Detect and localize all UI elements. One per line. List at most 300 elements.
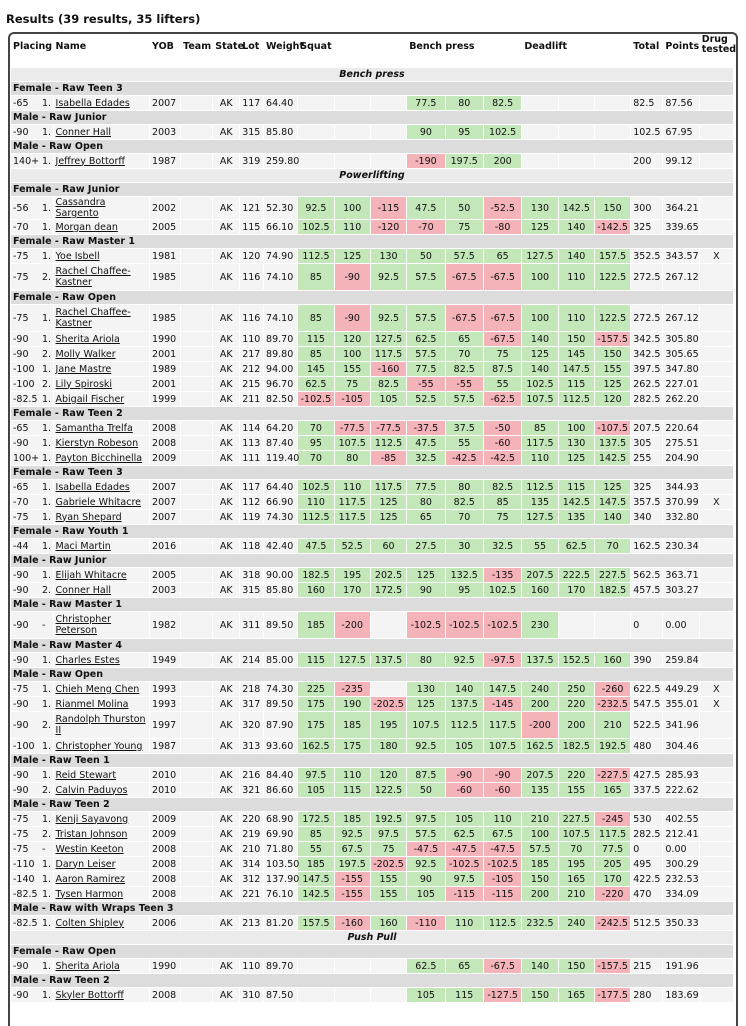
section-label: Powerlifting — [11, 169, 733, 182]
deadlift-attempt-3: 157.5 — [595, 249, 630, 263]
deadlift-attempt-3: 125 — [595, 377, 630, 391]
deadlift-attempt-1: 57.5 — [522, 842, 557, 856]
table-row — [11, 583, 733, 597]
yob-cell: 2009 — [150, 827, 180, 841]
placing-cell — [11, 887, 53, 901]
lifter-name-link[interactable]: Westin Keeton — [55, 843, 124, 855]
squat-attempt-1: 102.5 — [298, 220, 333, 234]
squat-attempt-1 — [298, 96, 333, 110]
weight-cell: 64.40 — [264, 480, 297, 494]
lifter-name-link[interactable]: Lily Spiroski — [55, 378, 113, 390]
lot-cell: 116 — [240, 264, 263, 290]
lifter-name-cell — [54, 988, 150, 1002]
placing-cell — [11, 347, 53, 361]
squat-attempt-2: -200 — [335, 612, 370, 638]
drug-tested-cell — [700, 305, 733, 331]
bench-attempt-2: -115 — [446, 887, 483, 901]
lifter-name-cell — [54, 887, 150, 901]
deadlift-attempt-3: 170 — [595, 872, 630, 886]
lifter-name-link[interactable]: Christopher Peterson — [55, 614, 112, 636]
bench-attempt-1: 92.5 — [407, 857, 444, 871]
total-cell: 530 — [631, 812, 662, 826]
bench-attempt-1: 32.5 — [407, 451, 444, 465]
lot-cell: 215 — [240, 377, 263, 391]
bench-attempt-2: 55 — [446, 436, 483, 450]
placing-cell — [11, 197, 53, 219]
bench-attempt-3: -67.5 — [484, 264, 521, 290]
header-team[interactable]: Team — [183, 41, 212, 52]
lifter-name-cell — [54, 480, 150, 494]
placing-cell — [11, 712, 53, 738]
weight-class: -70 — [13, 221, 29, 233]
drug-tested-cell — [700, 436, 733, 450]
bench-attempt-2: 50 — [446, 197, 483, 219]
weight-cell: 94.00 — [264, 362, 297, 376]
place: - — [42, 619, 46, 631]
table-row — [11, 887, 733, 901]
deadlift-attempt-2: 125 — [559, 451, 594, 465]
weight-cell: 64.40 — [264, 96, 297, 110]
division-row — [11, 111, 733, 124]
header-squat[interactable]: Squat — [300, 41, 332, 52]
lifter-name-link[interactable]: Calvin Paduyos — [55, 784, 128, 796]
header-weight[interactable]: Weight — [266, 41, 304, 52]
division-label: Male - Raw Open — [11, 140, 733, 153]
state-cell: AK — [213, 305, 239, 331]
squat-attempt-1: 112.5 — [298, 249, 333, 263]
lifter-name-link[interactable]: Isabella Edades — [55, 481, 130, 493]
yob-cell: 1985 — [150, 264, 180, 290]
squat-attempt-2: 197.5 — [335, 857, 370, 871]
deadlift-attempt-1: 130 — [522, 197, 557, 219]
drug-tested-cell — [700, 220, 733, 234]
weight-cell: 81.20 — [264, 916, 297, 930]
deadlift-attempt-3: -245 — [595, 812, 630, 826]
lifter-name-link[interactable]: Randolph Thurston II — [55, 714, 146, 736]
place: 2. — [42, 719, 52, 731]
points-cell: 230.34 — [665, 540, 699, 552]
weight-cell: 64.20 — [264, 421, 297, 435]
team-cell — [181, 392, 212, 406]
team-cell — [181, 872, 212, 886]
place: 1. — [42, 989, 52, 1001]
lifter-name-cell — [54, 682, 150, 696]
state-cell: AK — [213, 812, 239, 826]
bench-attempt-3: -67.5 — [484, 305, 521, 331]
points-cell: 267.12 — [663, 264, 698, 290]
placing-cell — [11, 305, 53, 331]
bench-attempt-2: 112.5 — [446, 712, 483, 738]
bench-attempt-1: 90 — [407, 583, 444, 597]
results-title: Results (39 results, 35 lifters) — [6, 12, 201, 26]
header-bench[interactable]: Bench press — [409, 41, 475, 52]
table-row — [11, 436, 733, 450]
weight-cell: 74.10 — [264, 264, 297, 290]
lifter-name-link[interactable]: Abigail Fischer — [55, 393, 125, 405]
lot-cell: 318 — [240, 568, 263, 582]
weight-class: -140 — [13, 873, 35, 885]
table-row — [11, 842, 733, 856]
deadlift-attempt-2: 165 — [559, 988, 594, 1002]
bench-attempt-3: 110 — [484, 812, 521, 826]
bench-attempt-2: 80 — [446, 96, 483, 110]
division-label: Female - Raw Open — [11, 945, 733, 958]
place: 1. — [42, 437, 52, 449]
weight-cell: 74.10 — [264, 305, 297, 331]
squat-attempt-1: 97.5 — [298, 768, 333, 782]
weight-cell: 74.90 — [264, 249, 297, 263]
squat-attempt-3: 105 — [371, 392, 406, 406]
lifter-name-link[interactable]: Payton Bicchinella — [55, 452, 143, 464]
deadlift-attempt-2: 140 — [559, 220, 594, 234]
squat-attempt-2: 92.5 — [335, 827, 370, 841]
weight-cell: 93.60 — [264, 739, 297, 753]
place: 1. — [42, 540, 52, 552]
state-cell: AK — [213, 249, 239, 263]
lifter-name-link[interactable]: Tysen Harmon — [55, 888, 124, 900]
drug-tested-cell — [700, 264, 733, 290]
bench-attempt-3: -50 — [484, 421, 521, 435]
bench-attempt-2: 80 — [446, 480, 483, 494]
squat-attempt-2: -155 — [335, 872, 370, 886]
weight-cell: 87.50 — [264, 988, 297, 1002]
header-yob[interactable]: YOB — [152, 41, 174, 52]
squat-attempt-3: 60 — [371, 539, 406, 553]
lifter-name-link[interactable]: Rachel Chaffee-Kastner — [55, 307, 131, 329]
total-cell: 342.5 — [633, 348, 661, 360]
deadlift-attempt-1: -200 — [522, 712, 557, 738]
weight-class: -75 — [13, 683, 29, 695]
lot-cell: 314 — [240, 857, 263, 871]
deadlift-attempt-3: -227.5 — [595, 768, 630, 782]
squat-attempt-1: 162.5 — [298, 739, 333, 753]
squat-attempt-1: 110 — [298, 495, 333, 509]
state-cell: AK — [213, 583, 239, 597]
team-cell — [181, 682, 212, 696]
squat-attempt-1: 62.5 — [298, 377, 333, 391]
placing-cell — [11, 220, 53, 234]
points-cell: 67.95 — [663, 125, 698, 139]
squat-attempt-3: 180 — [371, 739, 406, 753]
deadlift-attempt-2: 210 — [559, 887, 594, 901]
lifter-name-link[interactable]: Reid Stewart — [55, 769, 117, 781]
placing-cell — [11, 739, 53, 753]
deadlift-attempt-1: 140 — [522, 959, 557, 973]
squat-attempt-3: -120 — [371, 220, 406, 234]
deadlift-attempt-3: 150 — [595, 197, 630, 219]
lifter-name-link[interactable]: Chieh Meng Chen — [55, 683, 140, 695]
yob-cell: 1981 — [150, 249, 180, 263]
weight-cell: 87.90 — [264, 712, 297, 738]
bench-attempt-2: 197.5 — [446, 154, 483, 168]
squat-attempt-1: 105 — [298, 783, 333, 797]
lifter-name-link[interactable]: Maci Martin — [55, 540, 111, 552]
bench-attempt-1: 57.5 — [407, 305, 444, 331]
lifter-name-link[interactable]: Rachel Chaffee-Kastner — [55, 266, 131, 288]
header-points[interactable]: Points — [665, 41, 700, 52]
place: 1. — [42, 698, 52, 710]
lot-cell: 214 — [240, 653, 263, 667]
lifter-name-link[interactable]: Kenji Sayavong — [55, 813, 129, 825]
lifter-name-link[interactable]: Cassandra Sargento — [55, 197, 106, 219]
lot-cell: 113 — [240, 436, 263, 450]
bench-attempt-2: -60 — [446, 783, 483, 797]
lifter-name-link[interactable]: Elijah Whitacre — [55, 569, 127, 581]
squat-attempt-3: 117.5 — [371, 347, 406, 361]
yob-cell: 1993 — [150, 697, 180, 711]
weight-class: -90 — [13, 619, 29, 631]
division-label: Female - Raw Teen 2 — [11, 407, 733, 420]
total-cell: 522.5 — [631, 712, 662, 738]
table-row — [11, 712, 733, 738]
weight-cell: 103.50 — [266, 858, 300, 870]
squat-attempt-3: 155 — [371, 872, 406, 886]
bench-attempt-2: 105 — [446, 739, 483, 753]
lifter-name-link[interactable]: Skyler Bottorff — [55, 989, 124, 1001]
total-cell: 272.5 — [631, 264, 662, 290]
points-cell: 87.56 — [663, 96, 698, 110]
state-cell: AK — [213, 197, 239, 219]
weight-class: 140+ — [13, 155, 40, 167]
header-name[interactable]: Name — [55, 41, 87, 52]
yob-cell: 1985 — [150, 305, 180, 331]
squat-attempt-2 — [335, 125, 370, 139]
lifter-name-link[interactable]: Kierstyn Robeson — [55, 437, 139, 449]
placing-cell — [11, 264, 53, 290]
results-panel — [8, 32, 738, 1026]
state-cell: AK — [213, 347, 239, 361]
lifter-name-link[interactable]: Jeffrey Bottorff — [55, 155, 125, 167]
place: 2. — [42, 828, 52, 840]
lifter-name-link[interactable]: Charles Estes — [55, 654, 120, 666]
squat-attempt-2 — [335, 959, 370, 973]
total-cell: 0 — [631, 612, 662, 638]
table-row — [11, 451, 733, 465]
deadlift-attempt-3: -260 — [595, 682, 630, 696]
team-cell — [181, 712, 212, 738]
deadlift-attempt-2 — [559, 125, 594, 139]
total-cell: 357.5 — [633, 496, 661, 508]
lifter-name-cell — [54, 510, 150, 524]
bench-attempt-1: 65 — [407, 510, 444, 524]
yob-cell: 1990 — [150, 332, 180, 346]
deadlift-attempt-1: 200 — [522, 697, 557, 711]
division-label: Female - Raw Teen 3 — [11, 82, 733, 95]
bench-attempt-2: 132.5 — [446, 568, 483, 582]
total-cell: 102.5 — [633, 126, 661, 138]
weight-cell: 52.30 — [264, 197, 297, 219]
total-cell: 470 — [631, 887, 662, 901]
bench-attempt-2: 115 — [446, 988, 483, 1002]
bench-attempt-1: 27.5 — [407, 539, 444, 553]
drug-tested-cell — [700, 857, 733, 871]
team-cell — [181, 197, 212, 219]
bench-attempt-2: 70 — [446, 347, 483, 361]
placing-cell — [11, 377, 53, 391]
points-cell: 285.93 — [665, 769, 699, 781]
drug-tested-cell — [700, 125, 733, 139]
placing-cell — [11, 332, 53, 346]
weight-class: -82.5 — [13, 393, 38, 405]
bench-attempt-2: 140 — [446, 682, 483, 696]
lifter-name-cell — [54, 264, 150, 290]
lifter-name-link[interactable]: Aaron Ramirez — [55, 873, 126, 885]
placing-cell — [11, 697, 53, 711]
points-cell: 449.29 — [665, 683, 699, 695]
header-state[interactable]: State — [215, 41, 245, 52]
lifter-name-link[interactable]: Yoe Isbell — [55, 250, 100, 262]
lifter-name-cell — [54, 332, 150, 346]
bench-attempt-1: 62.5 — [407, 959, 444, 973]
lifter-name-link[interactable]: Conner Hall — [55, 584, 112, 596]
header-lot[interactable]: Lot — [242, 41, 260, 52]
placing-cell — [11, 872, 53, 886]
deadlift-attempt-3: 142.5 — [595, 451, 630, 465]
lifter-name-cell — [54, 739, 150, 753]
weight-cell: 85.80 — [264, 583, 297, 597]
lot-cell: 118 — [240, 539, 263, 553]
total-cell: 280 — [631, 988, 662, 1002]
total-cell: 427.5 — [633, 769, 661, 781]
weight-cell: 89.70 — [264, 332, 297, 346]
lifter-name-cell — [54, 436, 150, 450]
squat-attempt-3: 127.5 — [371, 332, 406, 346]
deadlift-attempt-2: 142.5 — [559, 495, 594, 509]
placing-cell — [11, 653, 53, 667]
drug-tested-cell — [700, 812, 733, 826]
state-cell: AK — [213, 377, 239, 391]
drug-tested-cell — [700, 872, 733, 886]
deadlift-attempt-3: 137.5 — [595, 436, 630, 450]
total-cell: 272.5 — [631, 305, 662, 331]
placing-cell — [11, 436, 53, 450]
weight-class: -90 — [13, 654, 29, 666]
weight-cell: 68.90 — [264, 812, 297, 826]
deadlift-attempt-1: 207.5 — [522, 768, 557, 782]
place: 1. — [42, 873, 52, 885]
lifter-name-cell — [54, 96, 150, 110]
deadlift-attempt-2: 70 — [559, 842, 594, 856]
lifter-name-link[interactable]: Ryan Shepard — [55, 511, 122, 523]
bench-attempt-2: -67.5 — [446, 305, 483, 331]
place: 1. — [42, 917, 52, 929]
deadlift-attempt-2: 110 — [559, 305, 594, 331]
yob-cell: 1949 — [150, 653, 180, 667]
deadlift-attempt-2: 147.5 — [559, 362, 594, 376]
weight-cell: 82.50 — [264, 392, 297, 406]
drug-tested-cell — [700, 347, 733, 361]
points-cell: 222.62 — [665, 784, 699, 796]
lifter-name-link[interactable]: Morgan dean — [55, 221, 118, 233]
bench-attempt-1: 77.5 — [407, 480, 444, 494]
squat-attempt-2: 75 — [335, 377, 370, 391]
yob-cell: 2008 — [150, 421, 180, 435]
squat-attempt-1: 70 — [298, 451, 333, 465]
place: 1. — [42, 858, 52, 870]
lifter-name-link[interactable]: Christopher Young — [55, 740, 143, 752]
place: 1. — [42, 363, 52, 375]
squat-attempt-2 — [335, 96, 370, 110]
lifter-name-link[interactable]: Samantha Trelfa — [55, 422, 133, 434]
weight-class: -90 — [13, 126, 29, 138]
deadlift-attempt-1: 240 — [522, 682, 557, 696]
drug-tested-cell — [700, 842, 733, 856]
deadlift-attempt-3: 192.5 — [595, 739, 630, 753]
deadlift-attempt-1 — [522, 96, 557, 110]
squat-attempt-1: 85 — [298, 305, 333, 331]
weight-class: -65 — [13, 481, 29, 493]
lifter-name-link[interactable]: Rianmel Molina — [55, 698, 129, 710]
lifter-name-link[interactable]: Tristan Johnson — [55, 828, 128, 840]
squat-attempt-2: 120 — [335, 332, 370, 346]
place: 2. — [42, 348, 52, 360]
points-cell: 227.01 — [665, 378, 699, 390]
team-cell — [181, 96, 212, 110]
lifter-name-link[interactable]: Daryn Leiser — [55, 858, 116, 870]
points-cell: 341.96 — [663, 712, 698, 738]
lifter-name-link[interactable]: Molly Walker — [55, 348, 116, 360]
state-cell: AK — [213, 264, 239, 290]
lifter-name-link[interactable]: Sherita Ariola — [55, 960, 120, 972]
lifter-name-cell — [54, 154, 150, 168]
table-row — [11, 916, 733, 930]
table-row — [11, 377, 733, 391]
lifter-name-link[interactable]: Isabella Edades — [55, 97, 130, 109]
lifter-name-link[interactable]: Jane Mastre — [55, 363, 112, 375]
table-row — [11, 812, 733, 826]
lifter-name-link[interactable]: Colten Shipley — [55, 917, 125, 929]
bench-attempt-3: 85 — [484, 495, 521, 509]
bench-attempt-2: 82.5 — [446, 495, 483, 509]
placing-cell — [11, 583, 53, 597]
lifter-name-link[interactable]: Sherita Ariola — [55, 333, 120, 345]
squat-attempt-1 — [298, 959, 333, 973]
team-cell — [181, 362, 212, 376]
drug-tested-cell: X — [700, 495, 733, 509]
bench-attempt-3: -67.5 — [484, 959, 521, 973]
lot-cell: 219 — [240, 827, 263, 841]
yob-cell: 1993 — [150, 682, 180, 696]
bench-attempt-2: 75 — [446, 220, 483, 234]
squat-attempt-1: -102.5 — [298, 392, 333, 406]
header-deadlift[interactable]: Deadlift — [524, 41, 568, 52]
weight-class: -110 — [13, 858, 35, 870]
yob-cell: 2001 — [150, 347, 180, 361]
deadlift-attempt-2: 145 — [559, 347, 594, 361]
squat-attempt-1: 172.5 — [298, 812, 333, 826]
points-cell: 303.27 — [665, 584, 699, 596]
weight-class: -90 — [13, 348, 29, 360]
lot-cell: 218 — [240, 682, 263, 696]
squat-attempt-3 — [371, 682, 406, 696]
squat-attempt-1: 47.5 — [298, 539, 333, 553]
lifter-name-link[interactable]: Conner Hall — [55, 126, 112, 138]
squat-attempt-1: 115 — [298, 332, 333, 346]
lot-cell: 315 — [240, 583, 263, 597]
deadlift-attempt-3: 165 — [595, 783, 630, 797]
lifter-name-cell — [54, 451, 150, 465]
header-drug-tested[interactable]: Drug tested — [701, 34, 737, 55]
bench-attempt-1: 90 — [407, 872, 444, 886]
header-placing[interactable]: Placing — [13, 41, 53, 52]
lot-cell: 315 — [240, 125, 263, 139]
lifter-name-link[interactable]: Gabriele Whitacre — [55, 496, 141, 508]
squat-attempt-2: 52.5 — [335, 539, 370, 553]
squat-attempt-3: 122.5 — [371, 783, 406, 797]
total-cell: 340 — [631, 510, 662, 524]
state-cell: AK — [213, 768, 239, 782]
header-total[interactable]: Total — [633, 41, 660, 52]
